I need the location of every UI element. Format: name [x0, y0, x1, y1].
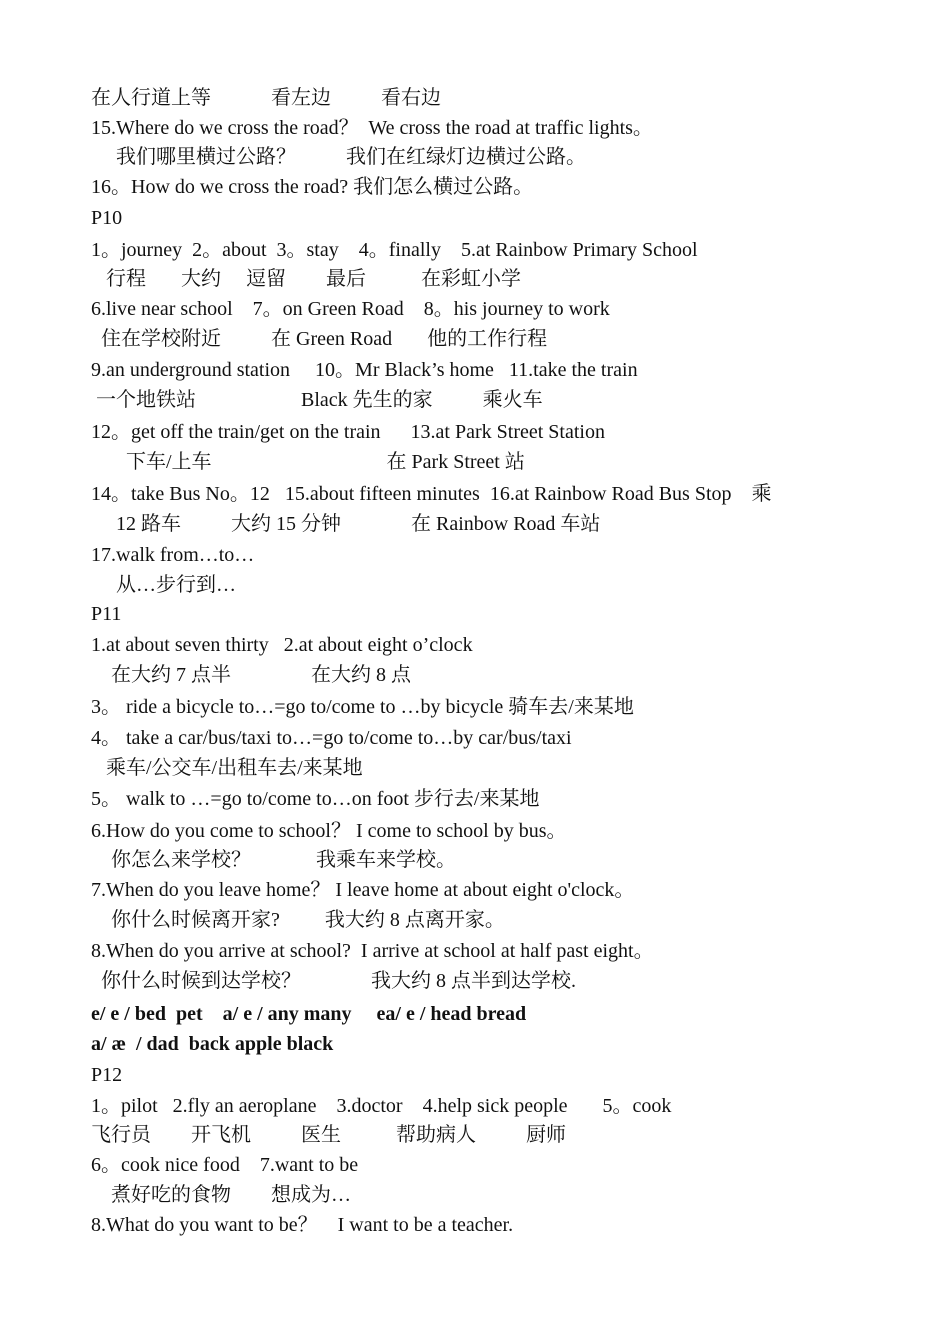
- text-line: 下车/上车 在 Park Street 站: [91, 451, 525, 473]
- text-line: 在大约 7 点半 在大约 8 点: [91, 664, 411, 686]
- text-line: 1.at about seven thirty 2.at about eight o’clock: [91, 634, 473, 656]
- section-heading: P11: [91, 603, 122, 625]
- text-line: 9.an underground station 10。Mr Black’s home 11.take the train: [91, 359, 638, 381]
- text-line: 6。cook nice food 7.want to be: [91, 1154, 359, 1176]
- text-line: 从…步行到…: [91, 574, 236, 596]
- text-line: 17.walk from…to…: [91, 544, 255, 566]
- text-line: 煮好吃的食物 想成为…: [91, 1184, 351, 1206]
- text-line: 6.live near school 7。on Green Road 8。his journey to work: [91, 298, 610, 320]
- text-line: 你什么时候离开家? 我大约 8 点离开家。: [91, 909, 505, 931]
- text-line: 在人行道上等 看左边 看右边: [91, 87, 441, 109]
- text-line: 8.When do you arrive at school? I arrive at school at half past eight。: [91, 940, 654, 962]
- phonics-line: a/ æ / dad back apple black: [91, 1033, 334, 1055]
- text-line: 1。pilot 2.fly an aeroplane 3.doctor 4.help sick people 5。cook: [91, 1095, 672, 1117]
- text-line: 一个地铁站 Black 先生的家 乘火车: [91, 389, 543, 411]
- section-heading: P12: [91, 1064, 123, 1086]
- text-line: 16。How do we cross the road? 我们怎么横过公路。: [91, 176, 534, 198]
- text-line: 3。 ride a bicycle to…=go to/come to …by bicycle 骑车去/来某地: [91, 696, 634, 718]
- text-line: 12。get off the train/get on the train 13.at Park Street Station: [91, 421, 605, 443]
- text-line: 乘车/公交车/出租车去/来某地: [91, 757, 363, 779]
- text-line: 行程 大约 逗留 最后 在彩虹小学: [91, 268, 521, 290]
- text-line: 8.What do you want to be？ I want to be a teacher.: [91, 1214, 514, 1236]
- text-line: 4。 take a car/bus/taxi to…=go to/come to…by car/bus/taxi: [91, 727, 572, 749]
- text-line: 1。journey 2。about 3。stay 4。finally 5.at Rainbow Primary School: [91, 239, 698, 261]
- text-line: 飞行员 开飞机 医生 帮助病人 厨师: [91, 1124, 566, 1146]
- text-line: 7.When do you leave home？ I leave home at about eight o'clock。: [91, 879, 635, 901]
- text-line: 住在学校附近 在 Green Road 他的工作行程: [91, 328, 548, 350]
- phonics-line: e/ e / bed pet a/ e / any many ea/ e / head bread: [91, 1003, 527, 1025]
- text-line: 14。take Bus No。12 15.about fifteen minutes 16.at Rainbow Road Bus Stop 乘: [91, 483, 772, 505]
- section-heading: P10: [91, 207, 123, 229]
- text-line: 12 路车 大约 15 分钟 在 Rainbow Road 车站: [91, 513, 601, 535]
- text-line: 6.How do you come to school？ I come to school by bus。: [91, 820, 567, 842]
- text-line: 5。 walk to …=go to/come to…on foot 步行去/来某地: [91, 788, 540, 810]
- text-line: 15.Where do we cross the road？ We cross the road at traffic lights。: [91, 117, 653, 139]
- text-line: 你什么时候到达学校？ 我大约 8 点半到达学校.: [91, 970, 576, 992]
- text-line: 你怎么来学校？ 我乘车来学校。: [91, 849, 456, 871]
- text-line: 我们哪里横过公路？ 我们在红绿灯边横过公路。: [91, 146, 586, 168]
